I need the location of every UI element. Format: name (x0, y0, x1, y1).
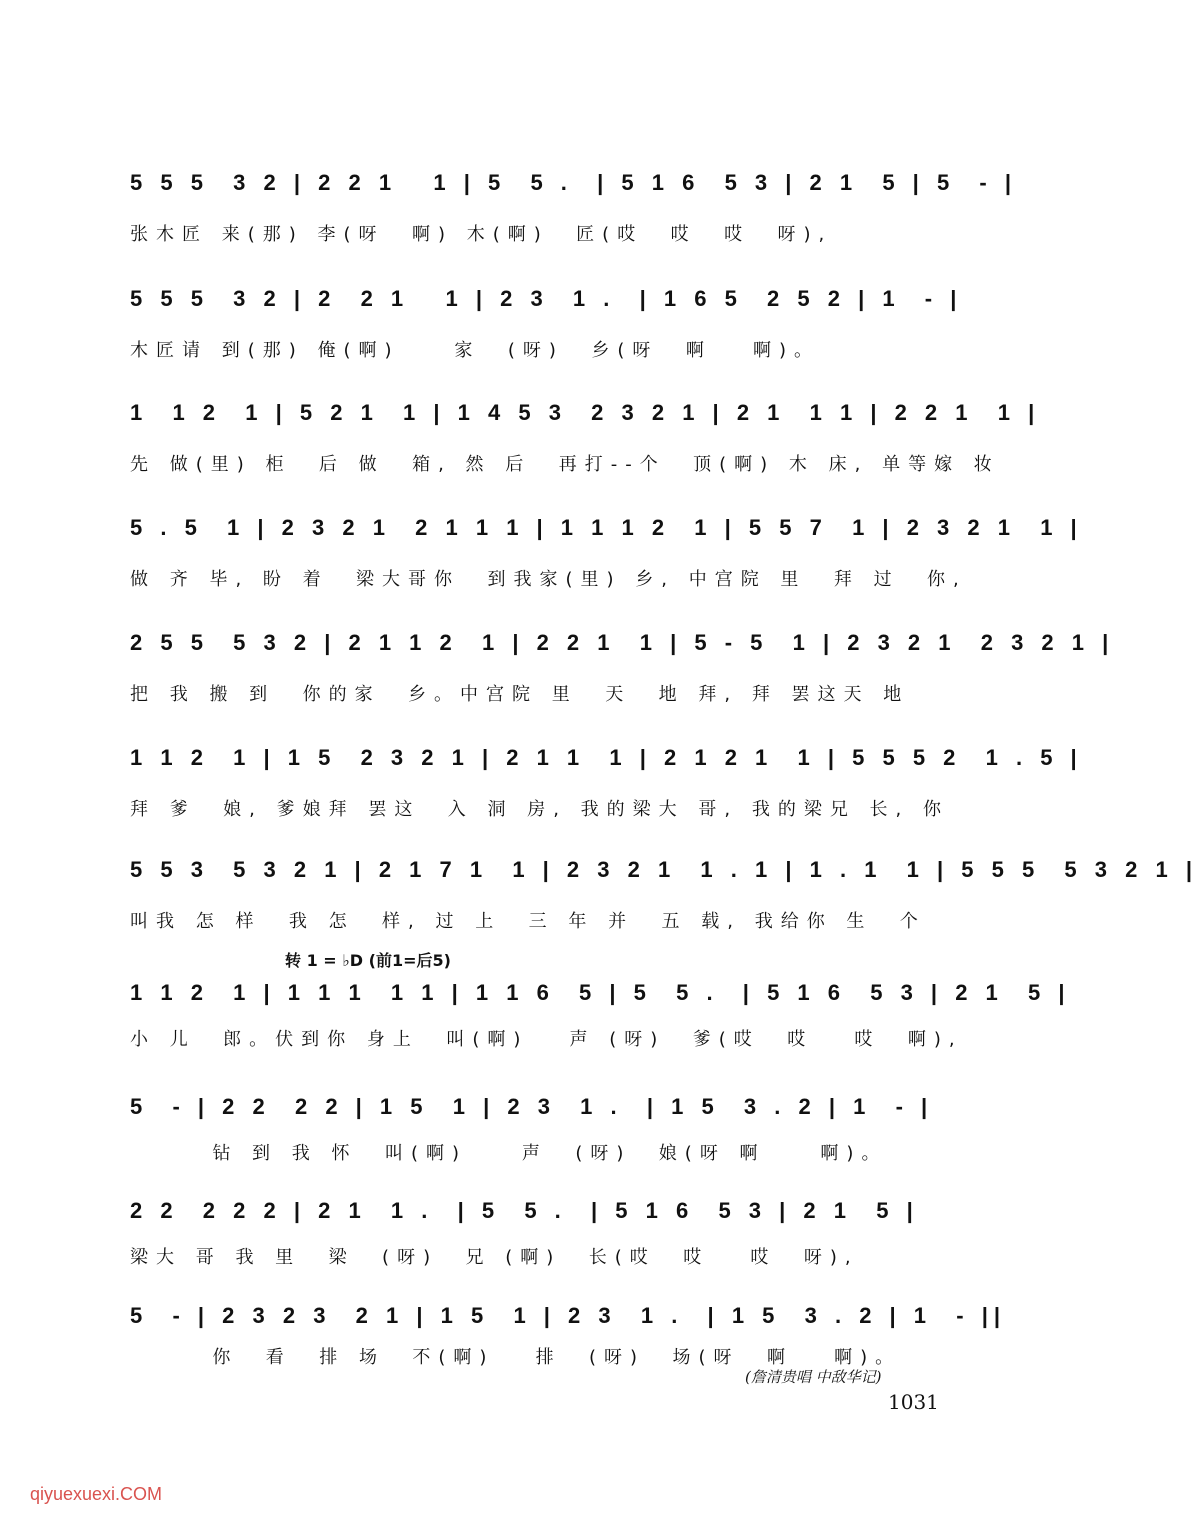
performer-credit: (詹清贵唱 中敌华记) (745, 1368, 882, 1386)
lyrics-line: 木匠请 到(那) 俺(啊) 家 (呀) 乡(呀 啊 啊)。 (130, 340, 821, 361)
lyrics-line: 小 儿 郎。伏到你 身上 叫(啊) 声 (呀) 爹(哎 哎 哎 啊), (130, 1029, 963, 1050)
lyrics-line: 钻 到 我 怀 叫(啊) 声 (呀) 娘(呀 啊 啊)。 (130, 1143, 888, 1164)
notes-line: 1 1 2 1 | 5 2 1 1 | 1 4 5 3 2 3 2 1 | 2 1 1 1 | 2 2 1 1 | (130, 400, 1041, 425)
lyrics-line: 先 做(里) 柜 后 做 箱, 然 后 再打--个 顶(啊) 木 床, 单等嫁 妆 (130, 454, 1000, 475)
notes-line: 1 1 2 1 | 1 5 2 3 2 1 | 2 1 1 1 | 2 1 2 1 1 | 5 5 5 2 1 . 5 | (130, 745, 1083, 770)
page-number: 1031 (888, 1390, 939, 1414)
site-watermark[interactable]: qiyuexuexi.COM (30, 1484, 163, 1504)
notes-line: 1 1 2 1 | 1 1 1 1 1 | 1 1 6 5 | 5 5 . | 5 1 6 5 3 | 2 1 5 | (130, 980, 1071, 1005)
notes-line: 5 5 5 3 2 | 2 2 1 1 | 2 3 1 . | 1 6 5 2 5 2 | 1 - | (130, 286, 963, 311)
notes-line: 5 5 3 5 3 2 1 | 2 1 7 1 1 | 2 3 2 1 1 . 1 | 1 . 1 1 | 5 5 5 5 3 2 1 | (130, 857, 1198, 882)
notes-line: 2 5 5 5 3 2 | 2 1 1 2 1 | 2 2 1 1 | 5 - 5 1 | 2 3 2 1 2 3 2 1 | (130, 630, 1115, 655)
notes-line: 5 - | 2 2 2 2 | 1 5 1 | 2 3 1 . | 1 5 3 . 2 | 1 - | (130, 1094, 934, 1119)
lyrics-line: 拜 爹 娘, 爹娘拜 罢这 入 洞 房, 我的梁大 哥, 我的梁兄 长, 你 (130, 799, 949, 820)
lyrics-line: 梁大 哥 我 里 梁 (呀) 兄 (啊) 长(哎 哎 哎 呀), (130, 1247, 859, 1268)
key-change-marking: 转 1 = ♭D (前1=后5) (285, 951, 451, 970)
notes-line: 5 5 5 3 2 | 2 2 1 1 | 5 5 . | 5 1 6 5 3 | 2 1 5 | 5 - | (130, 170, 1018, 195)
notes-line: 2 2 2 2 2 | 2 1 1 . | 5 5 . | 5 1 6 5 3 | 2 1 5 | (130, 1198, 919, 1223)
lyrics-line: 把 我 搬 到 你的家 乡。中宫院 里 天 地 拜, 拜 罢这天 地 (130, 684, 910, 705)
lyrics-line: 张木匠 来(那) 李(呀 啊) 木(啊) 匠(哎 哎 哎 呀), (130, 224, 833, 245)
lyrics-line: 你 看 排 场 不(啊) 排 (呀) 场(呀 啊 啊)。 (130, 1347, 902, 1368)
lyrics-line: 做 齐 毕, 盼 着 梁大哥你 到我家(里) 乡, 中宫院 里 拜 过 你, (130, 569, 967, 590)
notes-line: 5 - | 2 3 2 3 2 1 | 1 5 1 | 2 3 1 . | 1 5 3 . 2 | 1 - || (130, 1303, 1007, 1328)
notes-line: 5 . 5 1 | 2 3 2 1 2 1 1 1 | 1 1 1 2 1 | 5 5 7 1 | 2 3 2 1 1 | (130, 515, 1083, 540)
lyrics-line: 叫我 怎 样 我 怎 样, 过 上 三 年 并 五 载, 我给你 生 个 (130, 911, 926, 932)
